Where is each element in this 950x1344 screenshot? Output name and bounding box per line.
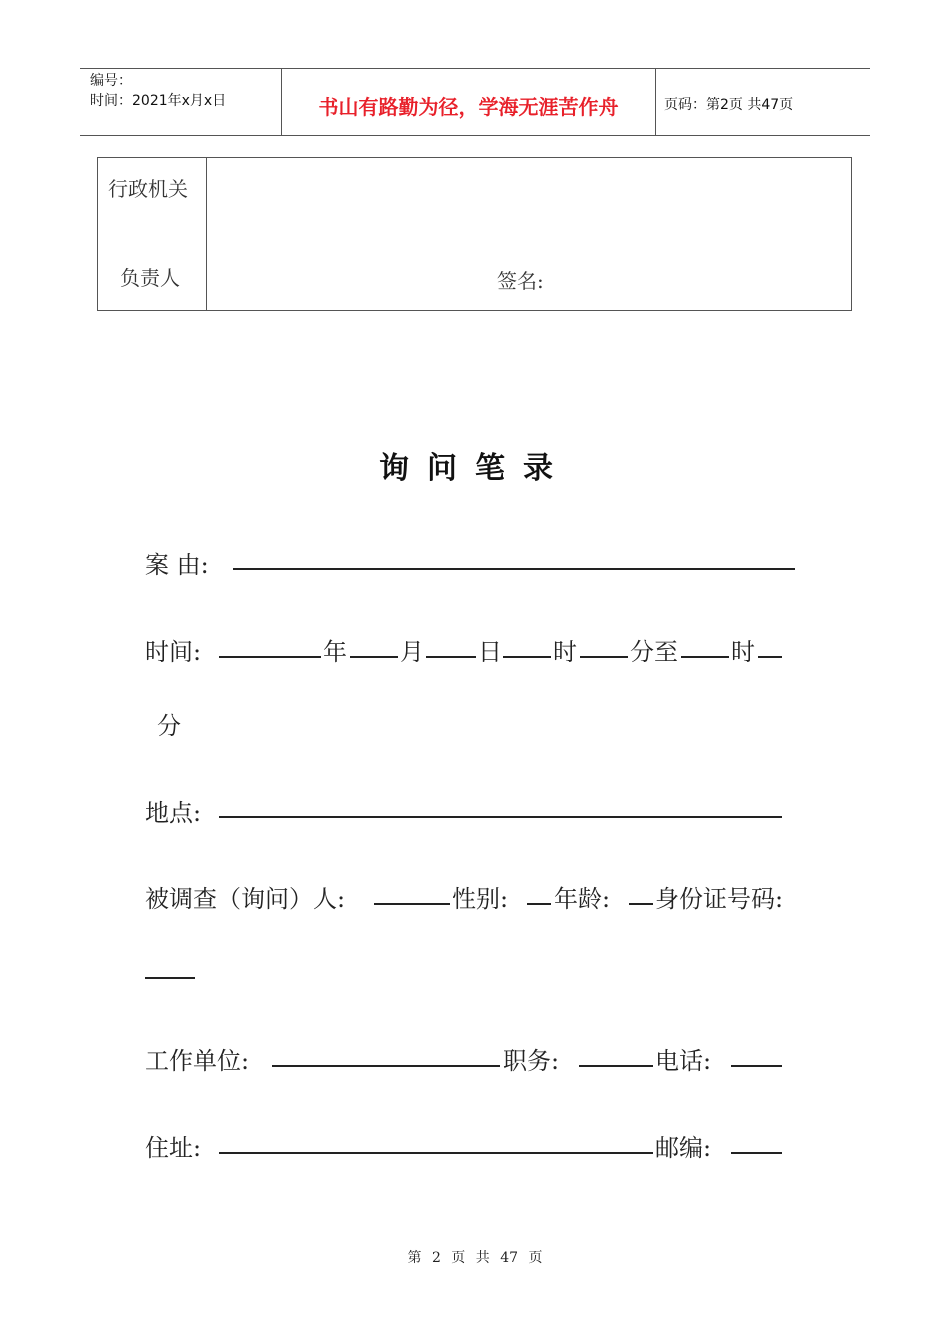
work-unit-label: 工作单位:	[145, 1047, 250, 1075]
time-minute-field[interactable]	[580, 656, 628, 658]
time-hour-field[interactable]	[503, 656, 551, 658]
signature-table	[97, 157, 852, 311]
phone-label: 电话:	[655, 1047, 712, 1075]
authority-label-line2: 负责人	[120, 266, 180, 290]
authority-label-line1: 行政机关	[108, 177, 188, 201]
person-name-field[interactable]	[374, 903, 450, 905]
case-label: 案 由:	[145, 551, 209, 579]
page-footer: 第 2 页 共 47 页	[407, 1250, 543, 1266]
header-bottom-rule	[80, 135, 870, 136]
time-year-field[interactable]	[219, 656, 321, 658]
position-label: 职务:	[503, 1047, 560, 1075]
postcode-label: 邮编:	[655, 1134, 712, 1162]
case-field[interactable]	[233, 568, 795, 570]
gender-label: 性别:	[452, 885, 509, 913]
time-end-minute-unit: 分	[157, 712, 181, 740]
place-label: 地点:	[145, 799, 202, 827]
header-number-label: 编号：	[90, 73, 132, 89]
position-field[interactable]	[579, 1065, 653, 1067]
work-unit-field[interactable]	[272, 1065, 500, 1067]
phone-field[interactable]	[731, 1065, 782, 1067]
document-title: 询问笔录	[379, 451, 571, 486]
signature-label: 签名:	[497, 269, 544, 293]
id-number-field[interactable]	[145, 977, 195, 979]
id-number-label: 身份证号码:	[655, 885, 784, 913]
signature-table-divider	[206, 157, 207, 311]
header-page-info: 页码：第2页 共47页	[664, 97, 794, 113]
age-field[interactable]	[629, 903, 653, 905]
time-month-unit: 月	[400, 638, 424, 666]
time-minute-to: 分至	[630, 638, 678, 666]
time-end-minute-field[interactable]	[758, 656, 782, 658]
age-label: 年龄:	[554, 885, 611, 913]
time-year-unit: 年	[323, 638, 347, 666]
place-field[interactable]	[219, 816, 782, 818]
header-divider-right	[655, 68, 656, 136]
time-label: 时间:	[145, 638, 202, 666]
header-top-rule	[80, 68, 870, 69]
address-field[interactable]	[219, 1152, 653, 1154]
postcode-field[interactable]	[731, 1152, 782, 1154]
person-label: 被调查（询问）人:	[145, 885, 346, 913]
gender-field[interactable]	[527, 903, 551, 905]
address-label: 住址:	[145, 1134, 202, 1162]
time-end-hour-field[interactable]	[681, 656, 729, 658]
time-day-field[interactable]	[426, 656, 476, 658]
header-motto: 书山有路勤为径，学海无涯苦作舟	[318, 95, 619, 119]
time-end-hour-unit: 时	[731, 638, 755, 666]
time-month-field[interactable]	[350, 656, 398, 658]
header-time-label: 时间：2021年x月x日	[90, 93, 227, 109]
time-hour-unit: 时	[553, 638, 577, 666]
time-day-unit: 日	[478, 638, 502, 666]
